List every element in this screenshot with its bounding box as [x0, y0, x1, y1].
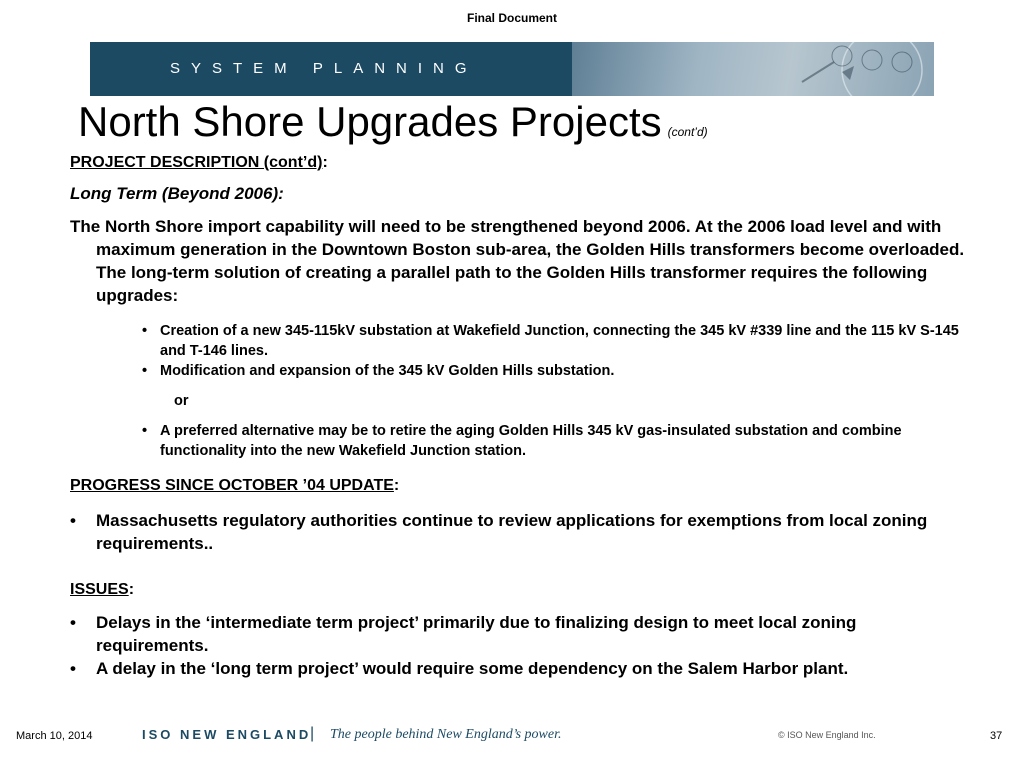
- upgrades-list: [70, 321, 965, 381]
- alternative-list: [70, 421, 965, 461]
- list-item: • A delay in the ‘long term project’ would require some dependency on the Salem Harbor plant.: [70, 659, 849, 678]
- footer-copyright: © ISO New England Inc.: [778, 730, 876, 740]
- kilowatt-meter-image: [572, 42, 934, 96]
- page-title: [78, 98, 708, 146]
- title-main: North Shore Upgrades Projects: [78, 98, 662, 145]
- list-item: • Massachusetts regulatory authorities continue to review applications for exemptions from local zoning requirements..: [70, 511, 928, 553]
- system-planning-banner: [90, 42, 934, 96]
- list-item: • A preferred alternative may be to retire the aging Golden Hills 345 kV gas-insulated substation and combine functionality into the new Wakefield Junction station.: [142, 423, 902, 459]
- issues-heading: ISSUES:: [70, 581, 135, 598]
- footer: [0, 722, 1024, 752]
- final-document-label: Final Document: [466, 11, 557, 25]
- title-sub: (cont’d): [667, 125, 708, 139]
- progress-heading: PROGRESS SINCE OCTOBER ’04 UPDATE:: [70, 477, 400, 494]
- or-label: or: [174, 393, 189, 409]
- footer-tagline: The people behind New England’s power.: [330, 727, 562, 742]
- long-term-label: Long Term (Beyond 2006):: [70, 184, 284, 203]
- long-term-paragraph: The North Shore import capability will need to be strengthened beyond 2006. At the 2006 load level and with maximum generation in the Downtown Boston sub-area, the Golden Hills transformers become overloaded. The long-term solution of creating a parallel path to the Golden Hills transformer requires the following upgrades:: [70, 217, 965, 305]
- list-item: • Modification and expansion of the 345 kV Golden Hills substation.: [142, 363, 615, 379]
- content: [70, 154, 965, 680]
- footer-date: March 10, 2014: [16, 730, 93, 742]
- page-number: 37: [990, 730, 1003, 742]
- list-item: • Creation of a new 345-115kV substation at Wakefield Junction, connecting the 345 kV #339 line and the 115 kV S-145 and T-146 lines.: [142, 323, 959, 359]
- iso-new-england-logo: ISO NEW ENGLAND: [142, 727, 312, 742]
- footer-separator: |: [310, 725, 315, 742]
- project-description-heading: PROJECT DESCRIPTION (cont’d):: [70, 154, 328, 171]
- banner-text: SYSTEM PLANNING: [170, 60, 478, 77]
- list-item: • Delays in the ‘intermediate term project’ primarily due to finalizing design to meet local zoning requirements.: [70, 613, 857, 655]
